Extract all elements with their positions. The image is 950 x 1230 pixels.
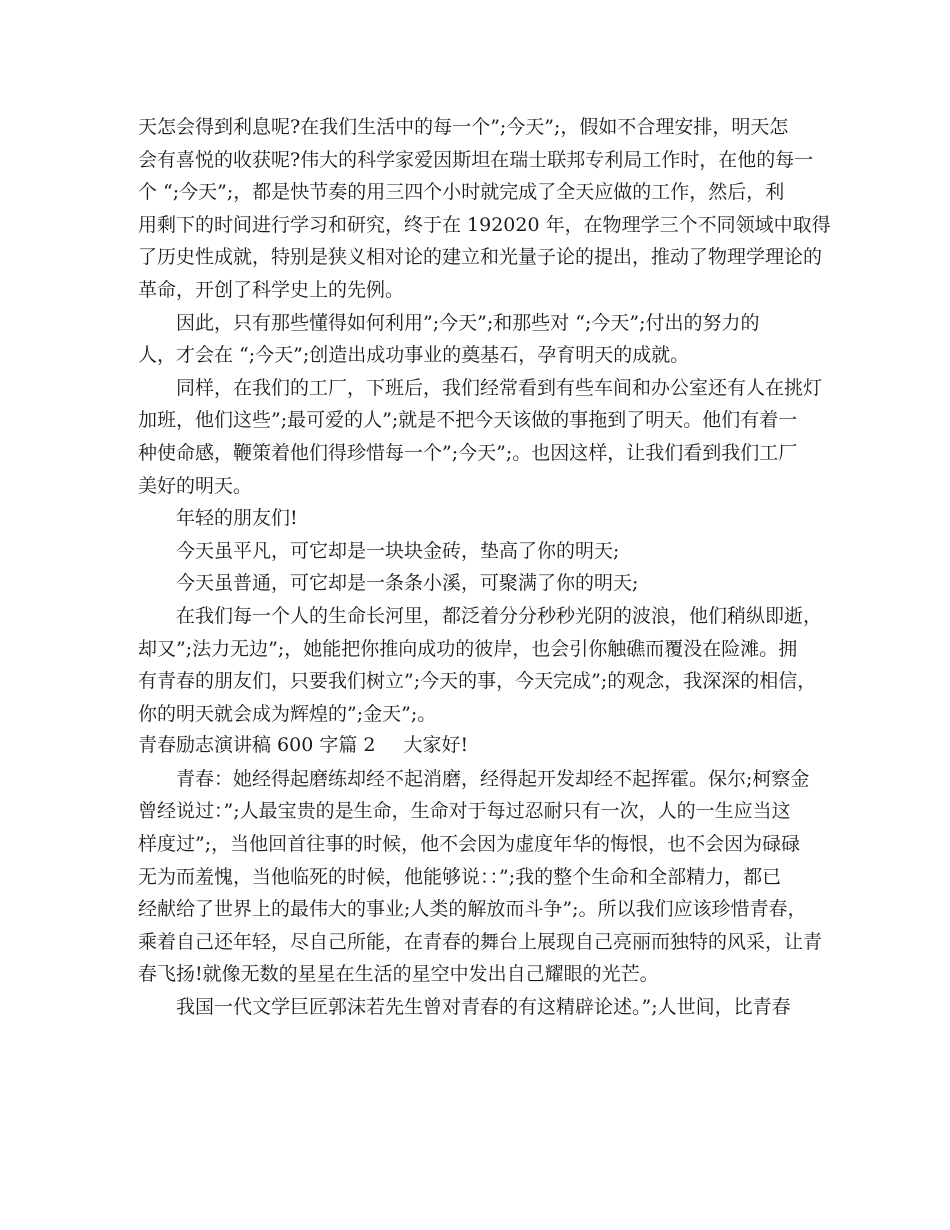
text-line: 同样，在我们的工厂，下班后，我们经常看到有些车间和办公室还有人在挑灯 (176, 376, 823, 399)
paragraph (138, 111, 831, 307)
text-line: 美好的明天。 (138, 474, 253, 497)
paragraph (138, 535, 828, 568)
text-line: 样度过”;，当他回首往事的时候，他不会因为虚度年华的悔恨，也不会因为碌碌 (138, 833, 801, 856)
text-line: 个 “;今天”;，都是快节奏的用三四个小时就完成了全天应做的工作，然后，利 (138, 181, 785, 204)
text-line: 今天虽平凡，可它却是一块块金砖，垫高了你的明天; (176, 539, 620, 562)
text-line: 天怎会得到利息呢?在我们生活中的每一个”;今天”;，假如不合理安排，明天怎 (138, 116, 789, 138)
paragraph (138, 763, 828, 991)
text-line: 经献给了世界上的最伟大的事业;人类的解放而斗争”;。所以我们应该珍惜青春， (138, 898, 807, 921)
text-line: 会有喜悦的收获呢?伟大的科学家爱因斯坦在瑞士联邦专利局工作时，在他的每一 (138, 148, 814, 171)
text-line: 无为而羞愧，当他临死的时候，他能够说：：”;我的整个生命和全部精力，都已 (138, 865, 782, 888)
paragraph (138, 600, 828, 730)
text-line: 你的明天就会成为辉煌的”;金天”;。 (138, 702, 437, 725)
paragraph (138, 502, 828, 535)
paragraph (138, 991, 828, 1024)
text-line: 了历史性成就，特别是狭义相对论的建立和光量子论的提出，推动了物理学理论的 (138, 246, 823, 269)
text-line: 加班，他们这些”;最可爱的人”;就是不把今天该做的事拖到了明天。他们有着一 (138, 409, 798, 432)
section-greeting: 大家好! (403, 734, 469, 757)
paragraph (138, 372, 828, 502)
section-heading (138, 730, 828, 763)
paragraph (138, 567, 828, 600)
document-body (138, 111, 831, 1024)
text-line: 因此，只有那些懂得如何利用”;今天”;和那些对 “;今天”;付出的努力的 (176, 311, 760, 334)
paragraph (138, 307, 828, 372)
text-line: 曾经说过：”;人最宝贵的是生命，生命对于每过忍耐只有一次，人的一生应当这 (138, 800, 791, 823)
text-line: 却又”;法力无边”;，她能把你推向成功的彼岸，也会引你触礁而覆没在险滩。拥 (138, 637, 798, 660)
text-line: 种使命感，鞭策着他们得珍惜每一个”;今天”;。也因这样，让我们看到我们工厂 (138, 441, 798, 464)
text-line: 革命，开创了科学史上的先例。 (138, 278, 405, 301)
text-line: 在我们每一个人的生命长河里，都泛着分分秒秒光阴的波浪，他们稍纵即逝， (176, 604, 823, 627)
text-line: 我国一代文学巨匠郭沫若先生曾对青春的有这精辟论述。”;人世间，比青春 (176, 996, 791, 1019)
text-line: 年轻的朋友们! (176, 507, 298, 530)
text-line: 用剩下的时间进行学习和研究，终于在 192020 年，在物理学三个不同领域中取得 (138, 213, 831, 236)
text-line: 今天虽普通，可它却是一条条小溪，可聚满了你的明天; (176, 572, 639, 595)
text-line: 乘着自己还年轻，尽自己所能，在青春的舞台上展现自己亮丽而独特的风采，让青 (138, 930, 823, 953)
section-title: 青春励志演讲稿 600 字篇 2 (138, 734, 376, 757)
text-line: 青春：她经得起磨练却经不起消磨，经得起开发却经不起挥霍。保尔;柯察金 (176, 767, 810, 790)
text-line: 人，才会在 “;今天”;创造出成功事业的奠基石，孕育明天的成就。 (138, 344, 690, 367)
text-line: 春飞扬!就像无数的星星在生活的星空中发出自己耀眼的光芒。 (138, 963, 659, 986)
text-line: 有青春的朋友们，只要我们树立”;今天的事，今天完成”;的观念，我深深的相信， (138, 670, 817, 693)
